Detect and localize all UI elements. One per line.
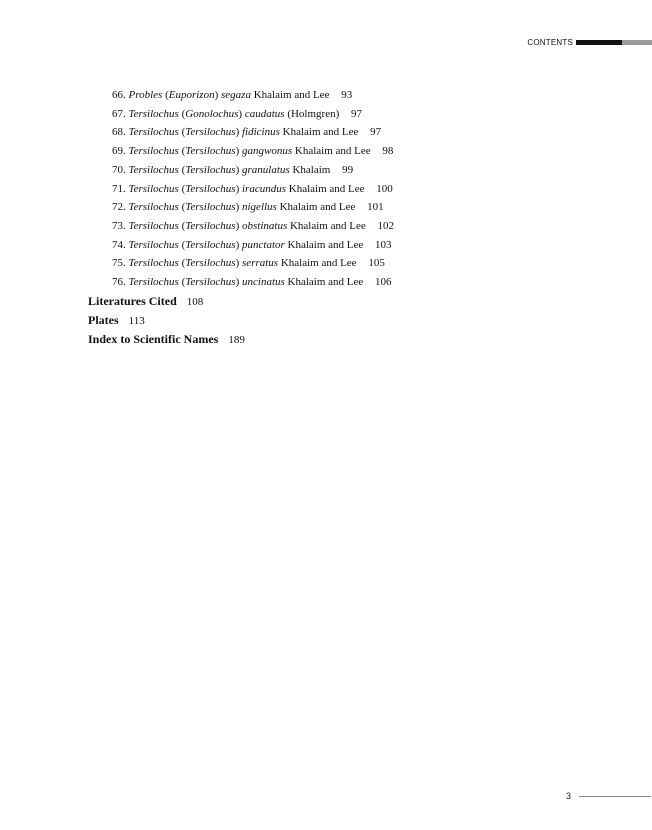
toc-entry-70[interactable]: 70. Tersilochus (Tersilochus) granulatus Khalaim 99 — [112, 163, 354, 176]
species: caudatus — [244, 107, 285, 120]
subgenus: Tersilochus — [185, 145, 236, 158]
species: serratus — [242, 257, 279, 270]
footer-page-number: 3 — [566, 791, 572, 801]
genus: Tersilochus — [128, 182, 179, 195]
genus: Tersilochus — [128, 126, 179, 139]
footer-rule — [579, 796, 651, 797]
toc-section-index-scientific-names[interactable] — [88, 330, 245, 349]
author: Khalaim and Lee — [282, 126, 359, 139]
toc-entry-73[interactable]: 73. Tersilochus (Tersilochus) obstinatus Khalaim and Lee 102 — [112, 219, 394, 232]
species: nigellus — [242, 201, 277, 214]
toc-entry-66[interactable]: 66. Probles (Euporizon) segaza Khalaim and Lee 93 — [112, 89, 353, 101]
header-bar-gray — [622, 40, 652, 45]
subgenus: Tersilochus — [185, 163, 236, 176]
header-contents-label: CONTENTS — [527, 37, 573, 47]
page-number: 103 — [375, 238, 392, 251]
header-bar-dark — [576, 40, 622, 45]
author: Khalaim — [292, 163, 331, 176]
species: iracundus — [242, 182, 286, 195]
page-number: 98 — [382, 145, 394, 158]
page-number: 101 — [367, 201, 384, 214]
page-footer — [566, 790, 651, 802]
toc-entry-72[interactable]: 72. Tersilochus (Tersilochus) nigellus Khalaim and Lee 101 — [112, 201, 384, 214]
page-number: 105 — [368, 257, 385, 270]
author: Khalaim and Lee — [287, 238, 364, 251]
subgenus: Tersilochus — [185, 219, 236, 232]
species: punctator — [242, 238, 285, 251]
toc-section-plates[interactable] — [88, 311, 145, 330]
species: granulatus — [242, 163, 290, 176]
toc-entry-68[interactable]: 68. Tersilochus (Tersilochus) fidicinus Khalaim and Lee 97 — [112, 126, 382, 139]
toc-entry-71[interactable]: 71. Tersilochus (Tersilochus) iracundus Khalaim and Lee 100 — [112, 182, 393, 195]
section-title: Literatures Cited — [88, 293, 177, 308]
toc-entry-67[interactable]: 67. Tersilochus (Gonolochus) caudatus (Holmgren) 97 — [112, 107, 363, 120]
section-title: Index to Scientific Names — [88, 331, 219, 346]
genus: Tersilochus — [128, 276, 179, 288]
genus: Tersilochus — [128, 163, 179, 176]
page-number: 189 — [228, 333, 245, 346]
toc-entry-76[interactable]: 76. Tersilochus (Tersilochus) uncinatus Khalaim and Lee 106 — [112, 276, 392, 288]
genus: Probles — [128, 89, 163, 101]
subgenus: Euporizon — [168, 89, 215, 101]
subgenus: Tersilochus — [185, 201, 236, 214]
toc-entry-69[interactable]: 69. Tersilochus (Tersilochus) gangwonus Khalaim and Lee 98 — [112, 145, 394, 158]
genus: Tersilochus — [128, 145, 179, 158]
species: uncinatus — [242, 276, 285, 288]
species: segaza — [221, 89, 251, 101]
page-number: 113 — [128, 314, 145, 327]
species: obstinatus — [242, 219, 288, 232]
page-number: 102 — [377, 219, 394, 232]
author: Khalaim and Lee — [280, 257, 357, 270]
page-number: 99 — [342, 163, 354, 176]
subgenus: Tersilochus — [185, 257, 236, 270]
genus: Tersilochus — [128, 201, 179, 214]
author: Khalaim and Lee — [289, 219, 366, 232]
section-title: Plates — [88, 312, 119, 327]
author: (Holmgren) — [287, 107, 340, 120]
page-number: 97 — [351, 107, 363, 120]
species: gangwonus — [242, 145, 293, 158]
page-header — [527, 37, 652, 47]
author: Khalaim and Lee — [288, 182, 365, 195]
page-number: 97 — [370, 126, 382, 139]
page-number: 100 — [376, 182, 393, 195]
author: Khalaim and Lee — [294, 145, 371, 158]
species: fidicinus — [242, 126, 280, 139]
subgenus: Tersilochus — [185, 276, 236, 288]
toc-entry-75[interactable]: 75. Tersilochus (Tersilochus) serratus Khalaim and Lee 105 — [112, 257, 385, 270]
author: Khalaim and Lee — [287, 276, 364, 288]
toc-section-literatures-cited[interactable] — [88, 292, 203, 311]
page-number: 108 — [186, 295, 204, 308]
subgenus: Tersilochus — [185, 126, 236, 139]
author: Khalaim and Lee — [253, 89, 330, 101]
page-number: 106 — [375, 276, 392, 288]
genus: Tersilochus — [128, 257, 179, 270]
genus: Tersilochus — [128, 107, 179, 120]
author: Khalaim and Lee — [279, 201, 356, 214]
genus: Tersilochus — [128, 238, 179, 251]
genus: Tersilochus — [128, 219, 179, 232]
subgenus: Gonolochus — [185, 107, 239, 120]
subgenus: Tersilochus — [185, 238, 236, 251]
page-number: 93 — [341, 89, 353, 101]
toc-entry-74[interactable]: 74. Tersilochus (Tersilochus) punctator Khalaim and Lee 103 — [112, 238, 392, 251]
subgenus: Tersilochus — [185, 182, 236, 195]
